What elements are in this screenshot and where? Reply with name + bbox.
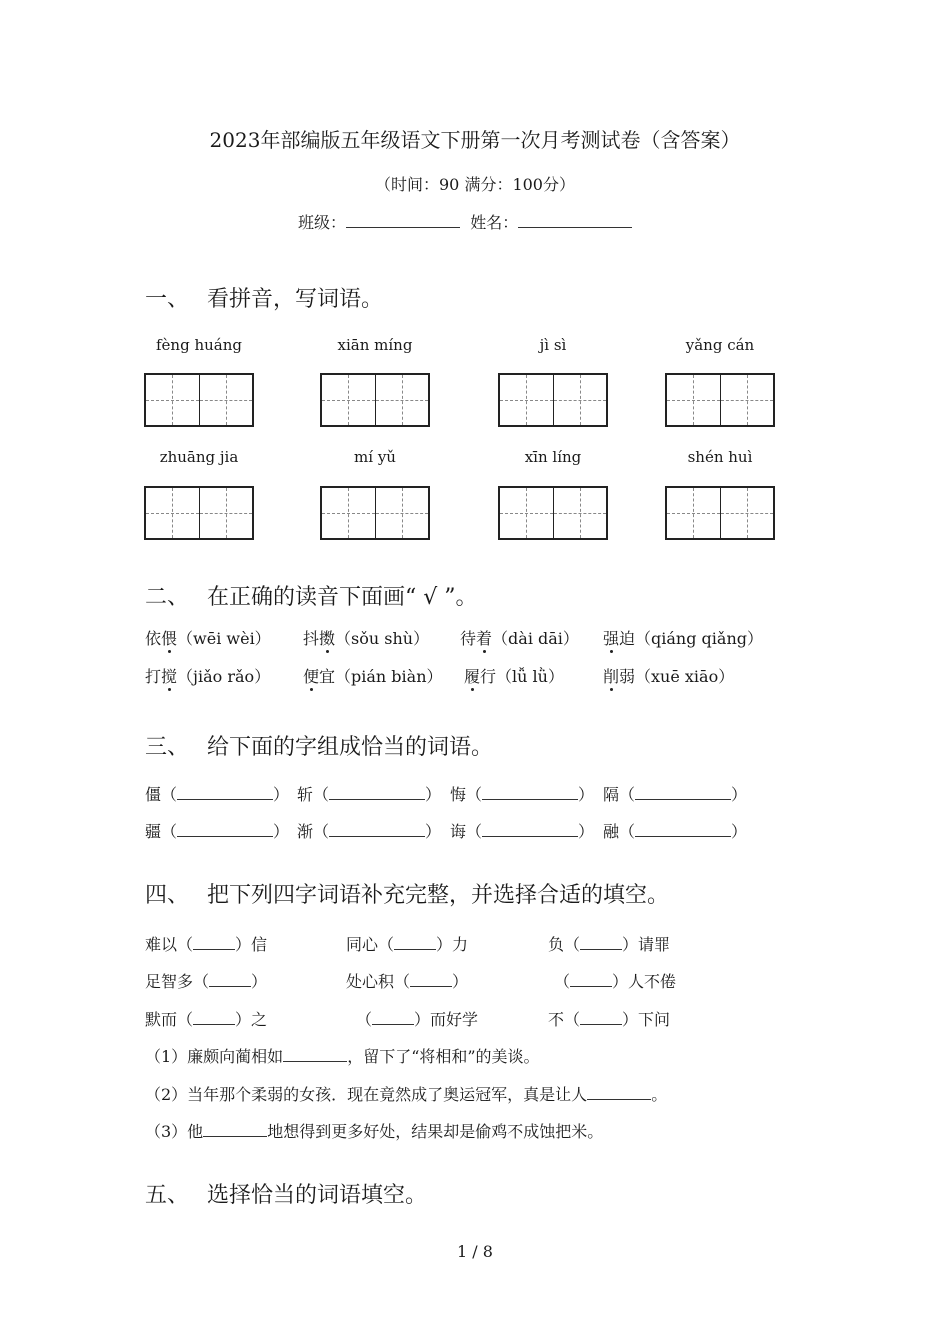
pinyin-label: fèng huáng [156,336,242,354]
idiom-item[interactable]: 负（ ）请罪 [548,935,671,954]
section-title: 看拼音，写词语。 [207,287,384,312]
section-title: 把下列四字词语补充完整，并选择合适的填空。 [207,883,670,908]
name-label: 姓名： [470,213,519,232]
idiom-item[interactable]: 默而（ ）之 [145,1010,268,1029]
idiom-item[interactable]: 不（ ）下问 [548,1010,671,1029]
section-title: 给下面的字组成恰当的词语。 [207,735,494,760]
writing-grid[interactable] [665,373,775,427]
section-number: 一、 [145,287,190,312]
q2-item[interactable]: 削弱（xuē xiāo） [603,667,735,686]
idiom-item[interactable]: 处心积（ ） [346,972,469,991]
q2-item[interactable]: 待着（dài dāi） [460,629,579,648]
writing-grid[interactable] [498,486,608,540]
section-5-heading [145,1178,427,1209]
section-2-heading [145,580,478,611]
q3-item[interactable]: 斩（ ） [297,785,442,804]
pinyin-label: xiān míng [337,336,413,354]
exam-info: （时间：90 满分：100分） [375,175,575,194]
pinyin-label: jì sì [539,336,567,354]
section-title: 选择恰当的词语填空。 [207,1183,428,1208]
idiom-item[interactable]: 同心（ ）力 [346,935,469,954]
q2-item[interactable]: 强迫（qiáng qiǎng） [603,629,763,648]
q3-item[interactable]: 渐（ ） [297,822,442,841]
q2-item[interactable]: 打搅（jiǎo rǎo） [145,667,271,686]
q3-item[interactable]: 僵（ ） [145,785,290,804]
fill-sentence[interactable]: （3）他 地想得到更多好处，结果却是偷鸡不成蚀把米。 [145,1122,604,1141]
pinyin-label: xīn líng [524,448,582,466]
q3-item[interactable]: 融（ ） [603,822,748,841]
writing-grid[interactable] [498,373,608,427]
writing-grid[interactable] [144,486,254,540]
section-3-heading [145,730,493,761]
section-number: 五、 [145,1183,190,1208]
section-4-heading [145,878,669,909]
q3-item[interactable]: 疆（ ） [145,822,290,841]
idiom-item[interactable]: 难以（ ）信 [145,935,268,954]
idiom-item[interactable]: （ ）而好学 [356,1010,479,1029]
section-1-heading [145,282,383,313]
idiom-item[interactable]: （ ）人不倦 [554,972,677,991]
writing-grid[interactable] [320,373,430,427]
q3-item[interactable]: 隔（ ） [603,785,748,804]
pinyin-label: shén huì [687,448,753,466]
writing-grid[interactable] [144,373,254,427]
fill-sentence[interactable]: （1）廉颇向蔺相如 ，留下了“将相和”的美谈。 [145,1047,540,1066]
class-label: 班级： [298,213,347,232]
idiom-item[interactable]: 足智多（ ） [145,972,268,991]
name-blank[interactable] [518,211,632,228]
section-number: 三、 [145,735,190,760]
page-number: 1 / 8 [457,1242,493,1261]
section-number: 二、 [145,585,190,610]
q2-item[interactable]: 依偎（wēi wèi） [145,629,271,648]
class-name-line [298,210,632,233]
q2-item[interactable]: 履行（lǚ lǜ） [464,667,564,686]
writing-grid[interactable] [320,486,430,540]
class-blank[interactable] [346,211,460,228]
pinyin-label: yǎng cán [685,336,755,354]
q3-item[interactable]: 悔（ ） [450,785,595,804]
pinyin-label: mí yǔ [354,448,396,466]
section-number: 四、 [145,883,190,908]
q3-item[interactable]: 诲（ ） [450,822,595,841]
fill-sentence[interactable]: （2）当年那个柔弱的女孩．现在竟然成了奥运冠军，真是让人 。 [145,1085,668,1104]
section-title: 在正确的读音下面画“ √ ”。 [207,585,478,610]
writing-grid[interactable] [665,486,775,540]
pinyin-label: zhuāng jia [159,448,239,466]
page-title: 2023年部编版五年级语文下册第一次月考测试卷（含答案） [209,128,741,152]
q2-item[interactable]: 抖擞（sǒu shù） [303,629,430,648]
q2-item[interactable]: 便宜（pián biàn） [303,667,443,686]
